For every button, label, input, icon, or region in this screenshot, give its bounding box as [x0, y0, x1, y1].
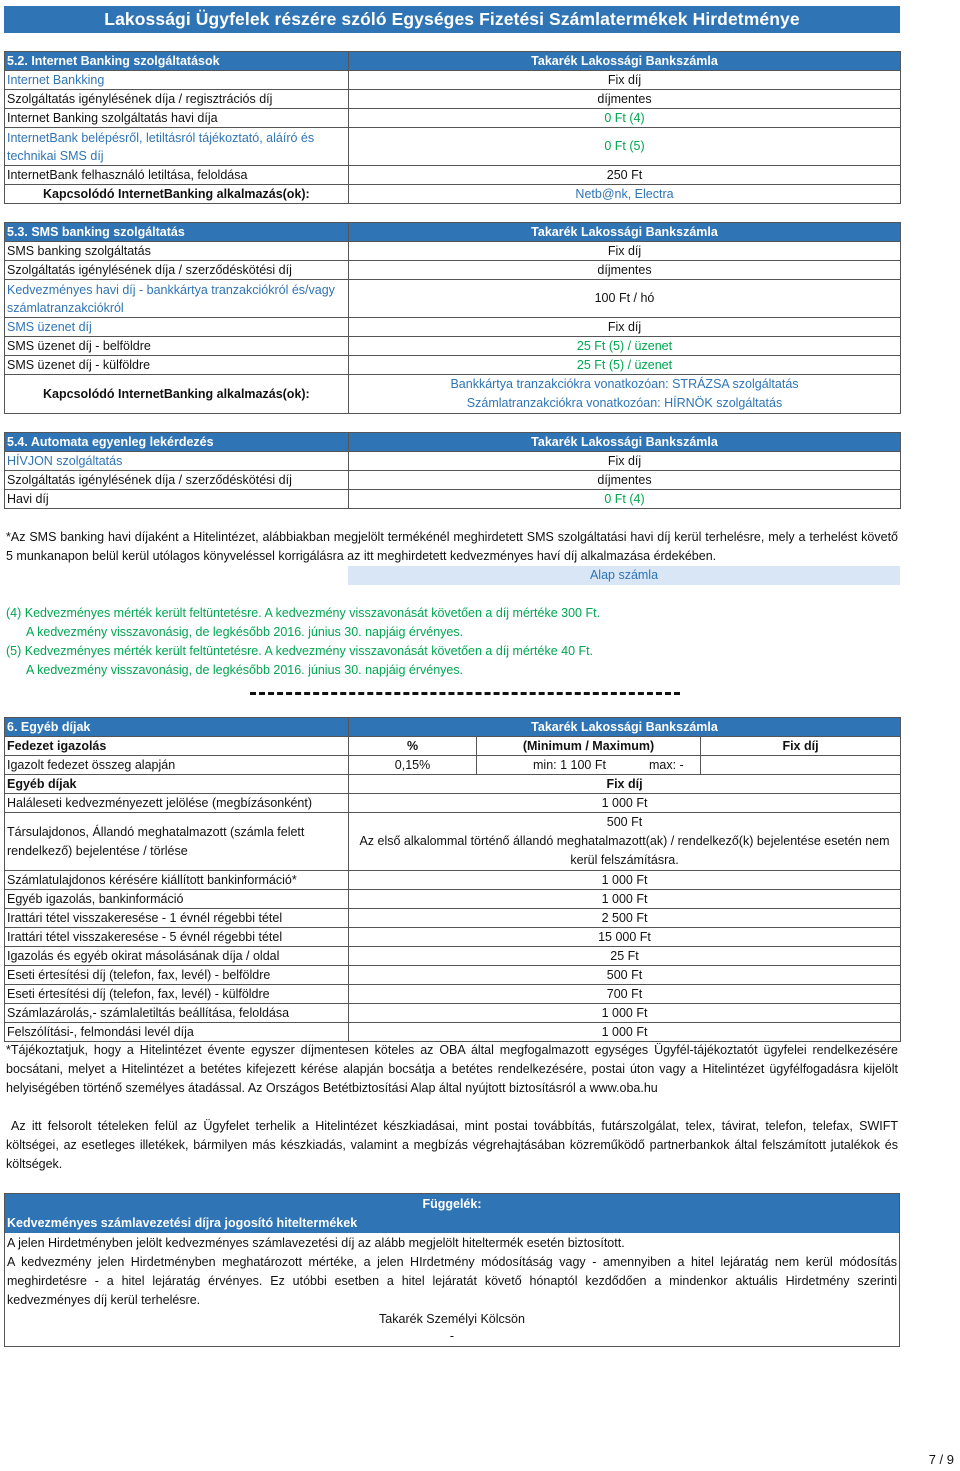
section-header [5, 433, 901, 452]
table-row: Számlatulajdonos kérésére kiállított bankinformáció* 1 000 Ft [5, 871, 901, 890]
product-name: Takarék Lakossági Bankszámla [349, 52, 901, 71]
oba-note: *Tájékoztatjuk, hogy a Hitelintézet évente egyszer díjmentesen köteles az OBA által megfogalmazott egységes Ügyfél-tájékoztatót ügyfelei rendelkezésére bocsátani, melyet a Hitelintézet a betétes kifejezett kérése alapján bocsátja a betétes rendelkezésére, postai úton vagy a Hitelintézet ügyfélfogadásra kijelölt helyiségében történő személyes átadással. Az Országos Betétbiztosítási Alap által nyújtott biztosításról a www.oba.hu [6, 1043, 898, 1095]
egyeb-header-row: Egyéb díjak Fix díj [5, 775, 901, 794]
appendix: Függelék: Kedvezményes számlavezetési díjra jogosító hiteltermékek A jelen Hirdetményben jelölt kedvezményes számlavezetési díj az alább megjelölt hiteltermék esetén biztosított. A kedvezmény jelen Hirdetményben meghatározott mértéke, a jelen HIrdetmény módosításág vagy - amennyiben a hitel lejáratág nem kerül módosítás meghirdetésre - a hitel lejáratág érvényes. Ez utóbbi esetben a hitel lejáratát követő hónaptól kezdődően a mindenkor aktuális Hirdetmény szerinti kedvezményes díj kerül terhelésre. Takarék Személyi Kölcsön - [4, 1193, 900, 1347]
appendix-subtitle: Kedvezményes számlavezetési díjra jogosító hiteltermékek [5, 1214, 899, 1233]
table-row: Kapcsolódó InternetBanking alkalmazás(ok): Bankkártya tranzakciókra vonatkozóan: STRÁZSA szolgáltatás Számlatranzakciókra vonatkozóan: HÍRNÖK szolgáltatás [5, 375, 901, 414]
section-header [5, 52, 901, 71]
table-row: Szolgáltatás igénylésének díja / szerződéskötési díj díjmentes [5, 471, 901, 490]
section-title: 5.4. Automata egyenleg lekérdezés [5, 433, 349, 452]
table-row: Kapcsolódó InternetBanking alkalmazás(ok): Netb@nk, Electra [5, 185, 901, 204]
table-row: Internet Bankking Fix díj [5, 71, 901, 90]
product-name: Takarék Lakossági Bankszámla [349, 433, 901, 452]
section-title: 6. Egyéb díjak [5, 718, 349, 737]
table-row: Irattári tétel visszakeresése - 1 évnél régebbi tétel 2 500 Ft [5, 909, 901, 928]
internet-banking-table [4, 51, 901, 204]
section-title: 5.3. SMS banking szolgáltatás [5, 223, 349, 242]
table-row: Felszólítási-, felmondási levél díja 1 000 Ft [5, 1023, 901, 1042]
table-row: InternetBank felhasználó letiltása, feloldása 250 Ft [5, 166, 901, 185]
product-name: Takarék Lakossági Bankszámla [349, 718, 901, 737]
table-row: Kedvezményes havi díj - bankkártya tranzakciókról és/vagy számlatranzakciókról 100 Ft / hó [5, 280, 901, 318]
footnotes: (4) Kedvezményes mérték került feltüntetésre. A kedvezmény visszavonását követően a díj mértéke 300 Ft. A kedvezmény visszavonásig, de legkésőbb 2016. június 30. napjáig érvényes. (5) Kedvezményes mérték került feltüntetésre. A kedvezmény visszavonását követően a díj mértéke 40 Ft. A kedvezmény visszavonásig, de legkésőbb 2016. június 30. napjáig érvényes. [6, 606, 601, 677]
section-title: 5.2. Internet Banking szolgáltatások [5, 52, 349, 71]
table-row: Egyéb igazolás, bankinformáció 1 000 Ft [5, 890, 901, 909]
table-row: Igazolt fedezet összeg alapján 0,15% min: 1 100 Ft max: - [5, 756, 901, 775]
table-row: Haláleseti kedvezményezett jelölése (megbízásonként) 1 000 Ft [5, 794, 901, 813]
page-number: 7 / 9 [928, 1452, 954, 1467]
table-row: InternetBank belépésről, letiltásról tájékoztató, aláíró és technikai SMS díj 0 Ft (5) [5, 128, 901, 166]
section-header [5, 223, 901, 242]
table-row: SMS üzenet díj - külföldre 25 Ft (5) / üzenet [5, 356, 901, 375]
fedezet-header-row: Fedezet igazolás % (Minimum / Maximum) Fix díj [5, 737, 901, 756]
table-row: Szolgáltatás igénylésének díja / regisztrációs díj díjmentes [5, 90, 901, 109]
product-name: Takarék Lakossági Bankszámla [349, 223, 901, 242]
sms-banking-table [4, 222, 901, 414]
table-row: SMS üzenet díj - belföldre 25 Ft (5) / üzenet [5, 337, 901, 356]
table-row: SMS banking szolgáltatás Fix díj [5, 242, 901, 261]
page-title: Lakossági Ügyfelek részére szóló Egységes Fizetési Számlatermékek Hirdetménye [4, 6, 900, 33]
table-row: Eseti értesítési díj (telefon, fax, levél) - külföldre 700 Ft [5, 985, 901, 1004]
table-row: Szolgáltatás igénylésének díja / szerződéskötési díj díjmentes [5, 261, 901, 280]
costs-note: Az itt felsorolt tételeken felül az Ügyfelet terhelik a Hitelintézet készkiadásai, mint postai továbbítás, futárszolgálat, telex, távirat, telefon, telefax, SWIFT költségei, az esetleges illetékek, bármilyen más készkiadás, valamint a megbízás végrehajtásában közreműködő partnerbankok által felszámított jutalékok és költségek. [6, 1119, 898, 1171]
table-row: HÍVJON szolgáltatás Fix díj [5, 452, 901, 471]
alap-szamla-label: Alap számla [348, 566, 900, 585]
table-row: Igazolás és egyéb okirat másolásának díja / oldal 25 Ft [5, 947, 901, 966]
automata-table [4, 432, 901, 509]
appendix-title: Függelék: [5, 1194, 899, 1214]
table-row: Havi díj 0 Ft (4) [5, 490, 901, 509]
sms-note: *Az SMS banking havi díjaként a Hitelintézet, alábbiakban megjelölt termékénél meghirdetett SMS szolgáltatási havi díj kerül terhelésre, mely a terhelést követő 5 munkanapon belül kerül utólagos könyveléssel korrigálásra az itt meghirdetett kedvezményes haví díj alkalmazása érdekében. [6, 530, 898, 563]
section-header [5, 718, 901, 737]
appendix-product: Takarék Személyi Kölcsön [379, 1312, 525, 1326]
other-fees-table [4, 717, 901, 1042]
table-row: Eseti értesítési díj (telefon, fax, levél) - belföldre 500 Ft [5, 966, 901, 985]
separator [250, 692, 680, 698]
table-row: Irattári tétel visszakeresése - 5 évnél régebbi tétel 15 000 Ft [5, 928, 901, 947]
table-row: Internet Banking szolgáltatás havi díja 0 Ft (4) [5, 109, 901, 128]
table-row: SMS üzenet díj Fix díj [5, 318, 901, 337]
table-row: Számlazárolás,- számlaletiltás beállítása, feloldása 1 000 Ft [5, 1004, 901, 1023]
table-row: Társulajdonos, Állandó meghatalmazott (számla felett rendelkező) bejelentése / törlése 500 Ft Az első alkalommal történő állandó meghatalmazott(ak) / rendelkező(k) bejelentése esetén nem kerül felszámításra. [5, 813, 901, 871]
